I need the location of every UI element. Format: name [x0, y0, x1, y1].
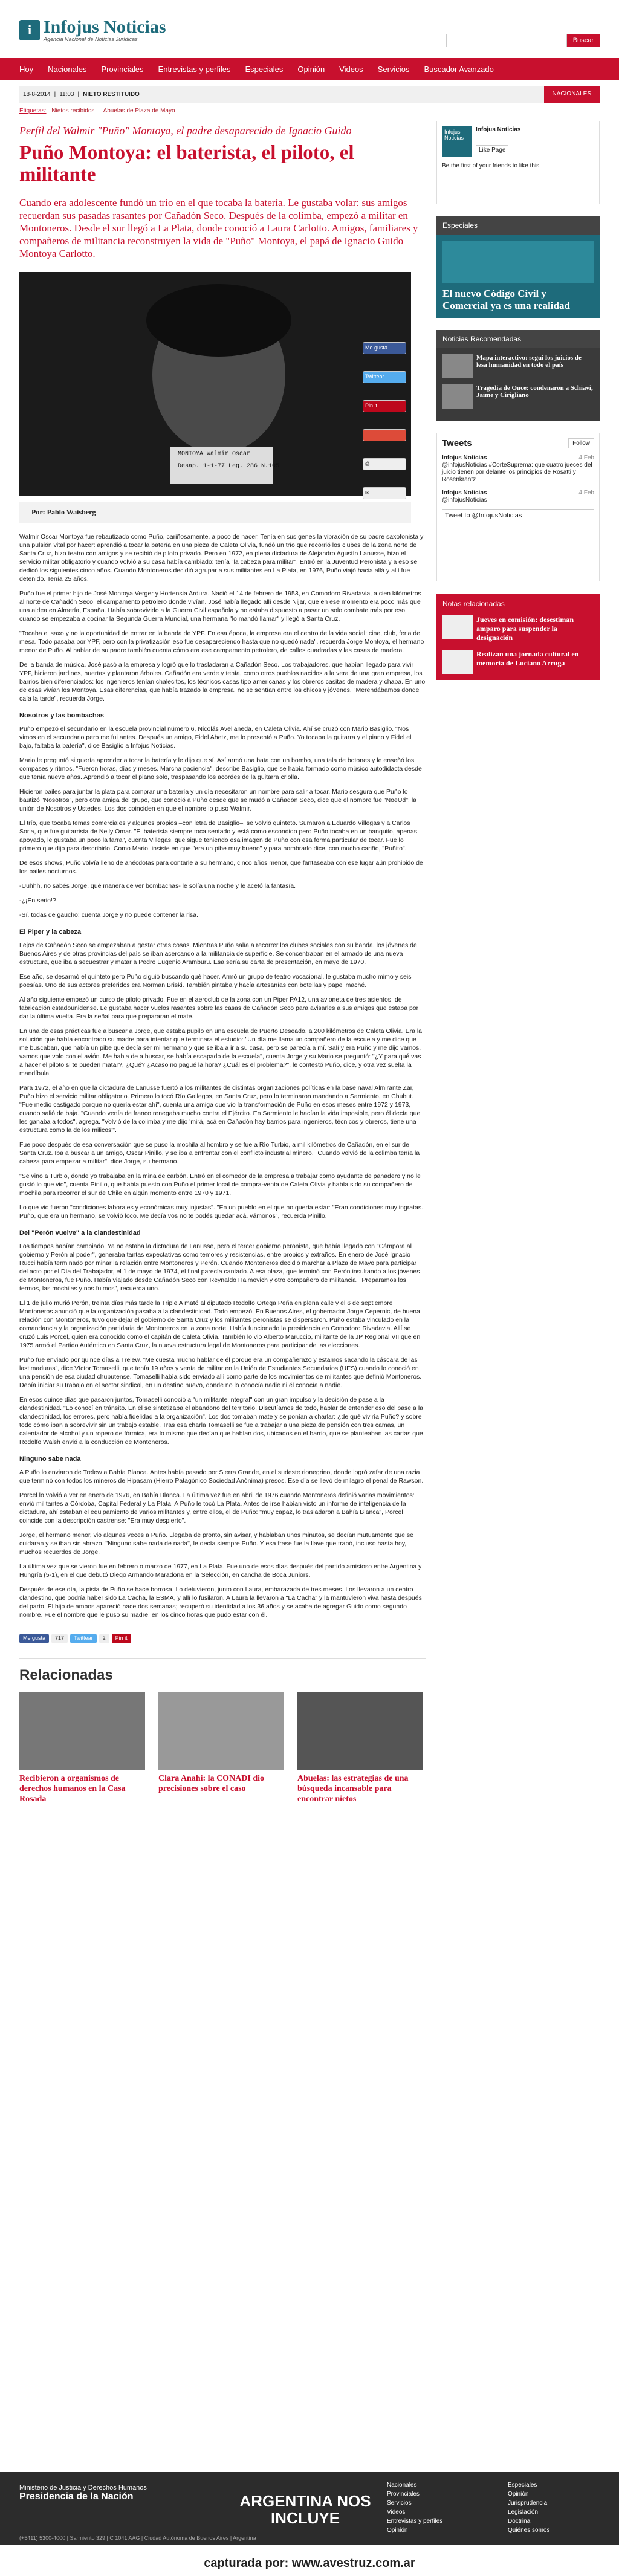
- footer-links-1: [387, 2481, 442, 2535]
- share-bar: [19, 1634, 426, 1643]
- fb-like-button[interactable]: Me gusta: [19, 1634, 49, 1643]
- article-paragraph: "Se vino a Turbio, donde yo trabajaba en la mina de carbón. Entró en el comedor de la empresa a trabajar como ayudante de panadero y no le gustó lo que vio", cuenta Pinillo, que había puesto con Puño el primer local de compra-venta de Caleta Olivia y había sido su compañero de mochila para recorrer el sur de Chile en algún momento entre 1970 y 1971.: [19, 1173, 421, 1197]
- pin-button[interactable]: Pin it: [112, 1634, 131, 1643]
- article-paragraph: El 1 de julio murió Perón, treinta días más tarde la Triple A mató al diputado Rodolfo Ortega Peña en plena calle y el 6 de septiembre Montoneros anunció que la organización pasaba a la clandestinidad. Todo empezó. En Buenos Aires, el gobernador Jorge Cepernic, de buena relación con Montoneros, tuvo que dejar el gobierno de Santa Cruz y los militantes peronistas se dispersaron. Puño estaba vinculado en la comandancia y la organización partidaria de Montoneros en la zona norte. Había funcionado la presidencia en Comodoro Rivadavia. Allí se cruzó Luis Porcel, quien era conocido como el capitán de Caleta Olivia. También lo vio Alberto Maruccio, militante de la JP Regional VII que en 1975 armó el Partido Auténtico en Santa Cruz, la nueva estructura legal de Montoneros para participar de las elecciones.: [19, 1299, 421, 1349]
- article-title: Puño Montoya: el baterista, el piloto, el militante: [19, 142, 354, 186]
- tweet-to-input[interactable]: Tweet to @InfojusNoticias: [442, 509, 594, 522]
- related-image: [19, 1692, 145, 1770]
- nav-item[interactable]: Nacionales: [48, 64, 87, 74]
- section-label: NIETO RESTITUIDO: [83, 91, 140, 98]
- tweet-share-button[interactable]: Twittear: [363, 371, 406, 383]
- article-paragraph: Hicieron bailes para juntar la plata para comprar una batería y un día necesitaron un nombre para salir a tocar. Mario sesgura que Puño lo bautizó "Nosotros", pero otra amiga del grupo, que conoció a Puño desde que se mudó a Cañadón Seco, dice que el nombre fue "NoeUd": la unión de Nosotros y Ustedes. Los dos coinciden en que el nombre lo puso Walmir.: [19, 788, 416, 812]
- footer-links-2: [508, 2481, 549, 2535]
- footer-address: (+5411) 5300-4000 | Sarmiento 329 | C 1041 AAG | Ciudad Autónoma de Buenos Aires | Argentina: [19, 2535, 256, 2541]
- search-input[interactable]: [446, 34, 567, 47]
- article-paragraph: Al año siguiente empezó un curso de piloto privado. Fue en el aeroclub de la zona con un Piper PA12, una avioneta de tres asientos, de fabricación estadounidense. Le gustaba hacer vuelos rasantes sobre las casas de Cañadón Seco para avisarles a sus amigos que estaba por dar la última vuelta. Era la señal para que prepararan el mate.: [19, 996, 419, 1020]
- footer-ministry[interactable]: Ministerio de Justicia y Derechos Humanos Presidencia de la Nación: [19, 2484, 147, 2502]
- nav-item[interactable]: Hoy: [19, 64, 34, 74]
- fb-page-image[interactable]: Infojus Noticias: [442, 126, 472, 157]
- footer-link[interactable]: Legislación: [508, 2509, 539, 2516]
- article-paragraph: Jorge, el hermano menor, vio algunas veces a Puño. Llegaba de pronto, sin avisar, y hablaban unos minutos, se decían mutuamente que se cuidaran y se iban sin abrazo. "Ninguno sabe nada de nada", le decía siempre Puño. Y esa frase fue la llave que trabó, incluso hasta hoy, muchos recuerdos de Jorge.: [19, 1532, 413, 1556]
- search-form: [446, 34, 600, 47]
- fb-widget: [436, 121, 600, 204]
- nav-item[interactable]: Provinciales: [101, 64, 144, 74]
- article-paragraph: A Puño lo enviaron de Trelew a Bahía Blanca. Antes había pasado por Sierra Grande, en el sudeste rionegrino, donde logró zafar de una razia que terminó con todos los mineros de Hipasam (Hierro Patagónico Sociedad Anónima) presos. Ese día se llevó de milagro el penal de Rawson.: [19, 1469, 424, 1484]
- footer-link[interactable]: Opinión: [508, 2491, 529, 2497]
- fb-like-page-button[interactable]: Like Page: [476, 145, 508, 155]
- logo-title: Infojus Noticias: [44, 17, 166, 37]
- portrait-image: [19, 272, 411, 496]
- capture-credit: capturada por: www.avestruz.com.ar: [204, 2557, 415, 2570]
- tags-label: Etiquetas:: [19, 108, 47, 114]
- related-list: [19, 1692, 426, 1804]
- share-column: [363, 342, 406, 516]
- especiales-title: Especiales: [436, 216, 600, 235]
- related-title-link[interactable]: Abuelas: las estrategias de una búsqueda incansable para encontrar nietos: [297, 1774, 409, 1804]
- related-item[interactable]: [297, 1692, 423, 1804]
- tweet: Infojus Noticias 4 Feb @infojusNoticias #CorteSuprema: que cuatro jueces del juicio tienen por delante los principios de Rosatti y Rosenkrantz: [442, 455, 594, 483]
- site-footer: [0, 2472, 619, 2545]
- related-title-link[interactable]: Recibieron a organismos de derechos humanos en la Casa Rosada: [19, 1774, 126, 1804]
- nav-item[interactable]: Servicios: [377, 64, 410, 74]
- article-paragraph: Después de ese día, la pista de Puño se hace borrosa. Lo detuvieron, junto con Laura, embarazada de tres meses. Los llevaron a un centro clandestino, que podría haber sido La Cacha, la ESMA, y allí lo fusilaron. A Laura la llevaron a "La Cacha" y la mantuvieron viva hasta después del parto. El hijo de ambos apareció hace dos semanas; recuperó su identidad a los 36 años y se acaba de agregar Guido como segundo nombre. Fue el nombre que le puso su madre, en los cinco horas que pudo estar con él.: [19, 1586, 422, 1619]
- fb-page-name[interactable]: Infojus Noticias: [476, 126, 521, 133]
- photo-caption: Por: Pablo Waisberg: [19, 502, 411, 523]
- nota-item[interactable]: Jueves en comisión: desestiman amparo para suspender la designación: [442, 615, 594, 642]
- search-button[interactable]: Buscar: [567, 34, 600, 47]
- article-paragraph: En esos quince días que pasaron juntos, Tomaselli conoció a "un militante integral" con un gran impulso y la decisión de pase a la clandestinidad. "Lo conocí en tránsito. En él se sintetizaba el abandono del territorio. Discutíamos de todo, hablar de entender eso del pase a la clandestinidad, los errores, pero había fidelidad a la organización". Los dos tomaban mate y se ponían a charlar: ¿de qué viviría Puño? y sobre todo cómo iban a sobrevivir sin un trabajo estable. Tras esa charla Tomaselli se fue a trabajar a una pieza de pensión con tres camas, un calentador de alcohol y un ropero de fórmica, era lo mismo que decían que habían dos, ubicados en el barrio, que se planteaban las cartas que Rodolfo Walsh envió a la conducción de Montoneros.: [19, 1396, 423, 1446]
- category-badge[interactable]: NACIONALES: [544, 86, 600, 103]
- article-date: 18-8-2014: [23, 91, 51, 98]
- photo-label-1: MONTOYA Walmir Oscar: [178, 451, 251, 458]
- article-paragraph: La última vez que se vieron fue en febrero o marzo de 1977, en La Plata. Fue uno de esos días después del partido amistoso entre Argentina y Hungría (5-1), en el que debutó Diego Armando Maradona en la Selección, en cancha de Boca Juniors.: [19, 1563, 422, 1579]
- site-header: [0, 0, 619, 58]
- article-paragraph: Fue poco después de esa conversación que se puso la mochila al hombro y se fue a Río Turbio, a mil kilómetros de Cañadón, en el sur de Santa Cruz. Iba a buscar a un amigo, Oscar Pinillo, y se iba a enfrentar con el conflicto industrial minero. "Cuando volvió de la colimba tenía la cabeza para empezar a militar", dice Jorge, su hermano.: [19, 1141, 420, 1165]
- subheading: Ninguno sabe nada: [19, 1455, 81, 1463]
- article-paragraph: Puño fue el primer hijo de José Montoya Verger y Hortensia Ardura. Nació el 14 de febrero de 1953, en Comodoro Rivadavia, a cien kilómetros al norte de Cañadón Seco, el campamento petrolero donde vivían. José había llegado allí desde Nijar, que en ese momento era poco más que una aldea en Almería, España. Había sobrevivido a la Guerra Civil española y no estaba dispuesto a pasar un solo combate más por eso, cuando se empezaba a cocinar la Segunda Guerra Mundial, una hermana "lo mandó llamar" y llegó a Santa Cruz.: [19, 590, 421, 623]
- related-title: Relacionadas: [19, 1658, 426, 1684]
- footer-link[interactable]: Servicios: [387, 2500, 412, 2506]
- gplus-count: 2: [99, 1634, 109, 1643]
- twitter-widget: [436, 433, 600, 581]
- tweets-title: Tweets: [442, 438, 472, 448]
- recomendada-item[interactable]: Tragedia de Once: condenaron a Schiavi, Jaime y Cirigliano: [442, 384, 594, 409]
- footer-link[interactable]: Entrevistas y perfiles: [387, 2518, 443, 2525]
- especiales-box[interactable]: [436, 235, 600, 318]
- subheading: Nosotros y las bombachas: [19, 712, 104, 719]
- related-image: [158, 1692, 284, 1770]
- nav-item[interactable]: Entrevistas y perfiles: [158, 64, 231, 74]
- article-paragraph: Walmir Oscar Montoya fue rebautizado como Puño, cariñosamente, a poco de nacer. Tenía en sus genes la vibración de su padre saxofonista y una pulsión vital por hacer: aprendió a tocar la batería en una pieza de Caleta Olivia, fundó un trío que recorrió los clubes de la zona norte de Santa Cruz, hizo teatro con amigos y se recibió de piloto privado. Pero en 1972, en plena dictadura de Alejandro Agustín Lanusse, hizo el servicio militar obligatorio y cuando volvió a su casa había cambiado: tenía "la cabeza para militar". Entró en la Juventud Peronista y a eso se dedicó los siguientes cinco años. Cuando Montoneros decidió agrupar a sus militantes en La Plata, en 1976, Puño viajó hacia allá y allí fue detenido. Tenía 25 años.: [19, 533, 424, 583]
- recomendadas-list: [436, 348, 600, 421]
- especiales-item[interactable]: El nuevo Código Civil y Comercial ya es una realidad: [442, 288, 570, 311]
- footer-link[interactable]: Jurisprudencia: [508, 2500, 548, 2506]
- notas-title: Notas relacionadas: [442, 600, 505, 608]
- subheading: El Piper y la cabeza: [19, 928, 82, 936]
- article-paragraph: -Sí, todas de gaucho: cuenta Jorge y no puede contener la risa.: [19, 911, 198, 919]
- article-paragraph: De la banda de música, José pasó a la empresa y logró que lo trasladaran a Cañadón Seco. Los trabajadores, que habían llegado para vivir YPF, hicieron jardines, huertas y plantaron árboles. Cañadón era verde y tenía, como otros pueblos nacidos a la vera de una gran empresa, los barrios bien diferenciados: los ingenieros tenían chalecitos, los técnicos casas tipo americanas y los obreros casitas de madera y chapa. En uno de esas vivían los Montoya. Esas diferencias, que había trazado la empresa, no se sentían entre los chicos y jóvenes. "Merendábamos donde caía la tarde", recuerda Jorge.: [19, 661, 426, 702]
- logo-subtitle: Agencia Nacional de Noticias Jurídicas: [44, 36, 138, 42]
- related-title-link[interactable]: Clara Anahí: la CONADI dio precisiones sobre el caso: [158, 1774, 265, 1793]
- article-photo: [19, 272, 411, 496]
- article-paragraph: En una de esas prácticas fue a buscar a Jorge, que estaba pupilo en una escuela de Puerto Deseado, a 200 kilómetros de Caleta Olivia. Era la solución que había encontrado su madre para intentar que terminara el estudio: "Un día me llama un compañero de la escuela y me dice que me buscaban, que había un pibe que decía ser mi hermano y que se iba a ir a su casa, pero se parecía a mí. Salí y era Puño y me dijo vamos, vamos que volo con el avión. Me habla de a buscar, se había escapado de la escuela", cuenta Jorge y su Mario se preguntó: "¿Y para qué vas a hacer el piloto si te pueden matar?, ¿Qué? ¿Acaso no pagué la hora? ¿Cuál es el problema?", le contestó Puño, dice, y otra vez suelta la mandíbula.: [19, 1027, 422, 1077]
- follow-button[interactable]: Follow: [568, 438, 594, 448]
- recomendada-item[interactable]: Mapa interactivo: seguí los juicios de lesa humanidad en todo el país: [442, 354, 594, 378]
- logo-icon: i: [19, 20, 40, 40]
- tag-link[interactable]: Abuelas de Plaza de Mayo: [103, 108, 175, 114]
- nav-item[interactable]: Opinión: [297, 64, 325, 74]
- article-body: [19, 532, 426, 1619]
- article-kicker: Perfil del Walmir "Puño" Montoya, el padre desaparecido de Ignacio Guido: [19, 125, 352, 137]
- footer-link[interactable]: Videos: [387, 2509, 406, 2516]
- nav-item[interactable]: Videos: [339, 64, 363, 74]
- notas-relacionadas: [436, 594, 600, 680]
- photo-label-2: Desap. 1-1-77 Leg. 286 N.105: [178, 463, 280, 470]
- recomendadas-title: Noticias Recomendadas: [436, 330, 600, 348]
- article-lead: Cuando era adolescente fundó un trío en el que tocaba la batería. Le gustaba volar: sus amigos recuerdan sus pasadas rasantes por Cañadón Seco. Después de la colimba, empezó a militar en Montoneros. Desde el sur llegó a La Plata, donde conoció a Laura Carlotto. Amigos, familiares y compañeros de militancia reconstruyen la vida de "Puño" Montoya, el papá de Ignacio Guido Montoya Carlotto.: [19, 197, 418, 259]
- nav-item[interactable]: Buscador Avanzado: [424, 64, 494, 74]
- related-image: [297, 1692, 423, 1770]
- nav-item[interactable]: Especiales: [245, 64, 284, 74]
- fb-share-button[interactable]: Me gusta: [363, 342, 406, 354]
- footer-link[interactable]: Doctrina: [508, 2518, 531, 2525]
- article-paragraph: -Uuhhh, no sabés Jorge, qué manera de ver bombachas- le solía una noche y le acetó la fantasía.: [19, 882, 296, 890]
- footer-link[interactable]: Provinciales: [387, 2491, 420, 2497]
- nota-item[interactable]: Realizan una jornada cultural en memoria de Luciano Arruga: [442, 650, 594, 674]
- article-paragraph: Para 1972, el año en que la dictadura de Lanusse fuertó a los militantes de distintas organizaciones políticas en la base naval Almirante Zar, Puño hizo el servicio militar obligatorio. Primero lo tocó Río Gallegos, en Santa Cruz, pero lo terminaron mandando a Sarmiento, en Chubut. "Fue medio castigado porque no quería estar ahí", cuenta una amiga que vio la transformación de Puño en esos meses entre 1972 y 1973, cuando salió de baja. "Cuando venía de franco renegaba mucho contra el Ejército. En Sarmiento le hacían la vida imposible, pero él decía que les ganaba a todos", agrega. "Volvió de la colimba y me dijo 'mirá, acá en Cañadón hay barrios para ingenieros, técnicos y obreros, tiene una estructura como la de los milicos'".: [19, 1084, 421, 1134]
- article-time: 11:03: [59, 91, 74, 98]
- article-paragraph: "Tocaba el saxo y no la oportunidad de entrar en la banda de YPF. En esa época, la empresa era el centro de la vida social: cine, club, feria de mesa. Todo pasaba por YPF, pero con la privatización eso fue desapareciendo hasta que no quedó nada", recuerda Jorge Montoya, el hermano menor de Puño. Al hablar de su padre también cuenta cómo era ese campamento petrolero, de calles cuadradas y las casas de madera.: [19, 630, 424, 654]
- related-item[interactable]: [158, 1692, 284, 1804]
- article-paragraph: Mario le preguntó si quería aprender a tocar la batería y le dijo que sí. Así armó una bata con un bombo, una tala de botones y le enseñó los compases y ritmos. "Fueron horas, días y meses. Marcha paciencia", describe Basiglio, que se había formado como músico autodidacta desde que tenía nueve años. Aprendió a tocar el piano solo, traspasando los acordes de la guitarra criolla.: [19, 757, 422, 781]
- footer-link[interactable]: Especiales: [508, 2482, 537, 2488]
- article-paragraph: Porcel lo volvió a ver en enero de 1976, en Bahía Blanca. La última vez fue en abril de 1976 cuando Montoneros definió varias movimientos: envió militantes a Córdoba, Capital Federal y La Plata. A Puño le tocó La Plata. Antes de irse habían visto un informe de inteligencia de la dictadura, ahí estaban el equipamiento de varios militantes y, entre ellos, el de Puño: "muy capaz, lo trasladaron a Bahía Blanca", Porcel coincide con la descripción castrense: "Era muy despierto".: [19, 1492, 415, 1524]
- footer-link[interactable]: Nacionales: [387, 2482, 417, 2488]
- pin-share-button[interactable]: Pin it: [363, 400, 406, 412]
- footer-link[interactable]: Quiénes somos: [508, 2527, 550, 2534]
- date-bar: 18-8-2014 | 11:03 | NIETO RESTITUIDO NACIONALES: [19, 86, 600, 103]
- article-paragraph: Puño fue enviado por quince días a Trelew. "Me cuesta mucho hablar de él porque era un compañerazo y estamos sacando la cáscara de las lastimaduras", dice Víctor Tomaselli, que tenía 19 años y venía de militar en la Unión de Estudiantes Secundarios (UES) cuando lo conoció en una pensión de esa ciudad chubutense. Tomaselli había sido enviado allí como parte de los movimientos de militantes que definió Montoneros. Debía iniciar su trabajo en el sector sindical, en un destino nuevo, donde no lo conocía nadie ni él conocía a nadie.: [19, 1356, 422, 1389]
- main-nav: [0, 58, 619, 80]
- like-count: 717: [51, 1634, 68, 1643]
- article-paragraph: Ese año, se desarmó el quinteto pero Puño siguió buscando qué hacer. Armó un grupo de teatro vocacional, le gustaba mucho mimo y seis poesías. Uno de sus actores preferidos era Norman Briski. También pintaba y hacía artesanías con botellas y papel maché.: [19, 973, 412, 989]
- gplus-share-button[interactable]: [363, 429, 406, 441]
- fb-text: Be the first of your friends to like this: [442, 163, 540, 169]
- article-paragraph: -¿¡En serio!?: [19, 897, 56, 904]
- article-paragraph: Puño empezó el secundario en la escuela provincial número 6, Nicolás Avellaneda, en Caleta Olivia. Ahí se cruzó con Mario Basiglio. "Nos vimos en el secundario pero me fui antes. Después un amigo, Fidel Ahetz, me lo presentó a Puño. Yo tocaba la guitarra y el piano y Fidel el bajo, faltaba la batería", dice Basiglio a Infojus Noticias.: [19, 725, 412, 749]
- tweet-button[interactable]: Twittear: [70, 1634, 97, 1643]
- article-paragraph: Lejos de Cañadón Seco se empezaban a gestar otras cosas. Mientras Puño salía a recorrer los clubes sociales con su banda, los jóvenes de Buenos Aires y de otras provincias del país se iban acercando a la militancia de superficie. Se concentraban en el armado de una nueva estructura, que iba a secuestrar y matar a Pedro Eugenio Aramburu. Esa sería su carta de presentación, en mayo de 1970.: [19, 942, 417, 966]
- footer-link[interactable]: Opinión: [387, 2527, 408, 2534]
- subheading: Del "Perón vuelve" a la clandestinidad: [19, 1229, 141, 1237]
- tag-link[interactable]: Nietos recibidos: [51, 108, 95, 114]
- print-icon[interactable]: ⎙: [363, 458, 406, 470]
- article-paragraph: Lo que vio fueron "condiciones laborales y económicas muy injustas". "En un pueblo en el que no quería estar: "Eran condiciones muy ingratas. Puño, que era un hermano, se volvió loco. Me decía vos no te podés quedar acá, vámonos", recuerda Pinillo.: [19, 1204, 424, 1220]
- article-paragraph: El trío, que tocaba temas comerciales y algunos propios –con letra de Basiglio–, se volvió quinteto. Sumaron a Eduardo Villegas y a Carlos Soria, que fue guitarrista de Nelly Omar. "El baterista siempre toca sentado y está como escondido pero Puño tocaba en un banquito, apenas apoyado, le gustaba un poco la farra", cuenta Villegas, que sigue teniendo esa imagen de Puño con esa forma particular de tocar. Fue lo primero que dijo para describirlo. Como Mario, insiste en que "era un pibe muy bueno" y para nombrarlo dice, con mucho cariño, "Puñito".: [19, 820, 418, 852]
- article-paragraph: Los tiempos habían cambiado. Ya no estaba la dictadura de Lanusse, pero el tercer gobierno peronista, que había llegado con "Cámpora al gobierno y Perón al poder", generaba tantas expectativas como temores y resistencias, entre propios y extraños. En enero de José Ignacio Rucci había terminado por minar la relación entre Montoneros y Perón. Cuando Montoneros decidió marchar a Plaza de Mayo para participar del acto por el Día del Trabajador, el 1 de mayo de 1974, el final parecía cantado. A esa plaza, que terminó con Perón insultando a los jóvenes de Montoneros, fue Puño. Había viajado desde Cañadón Seco con Reynaldo Haimovich y otro compañero de militancia. "Preparamos los termos, las mochilas y nos fuimos", recuerda uno.: [19, 1243, 420, 1292]
- site-logo[interactable]: [19, 18, 166, 42]
- tags: Etiquetas: Nietos recibidos | Abuelas de Plaza de Mayo: [19, 108, 600, 118]
- article-paragraph: De esos shows, Puño volvía lleno de anécdotas para contarle a su hermano, cinco años menor, que fantaseaba con ese lugar aún prohibido de los bailes nocturnos.: [19, 859, 423, 875]
- related-item[interactable]: [19, 1692, 145, 1804]
- tweet: Infojus Noticias 4 Feb @infojusNoticias: [442, 490, 594, 503]
- footer-slogan: ARGENTINA NOS INCLUYE: [239, 2492, 371, 2527]
- sidebar: [436, 121, 600, 680]
- email-icon[interactable]: ✉: [363, 487, 406, 499]
